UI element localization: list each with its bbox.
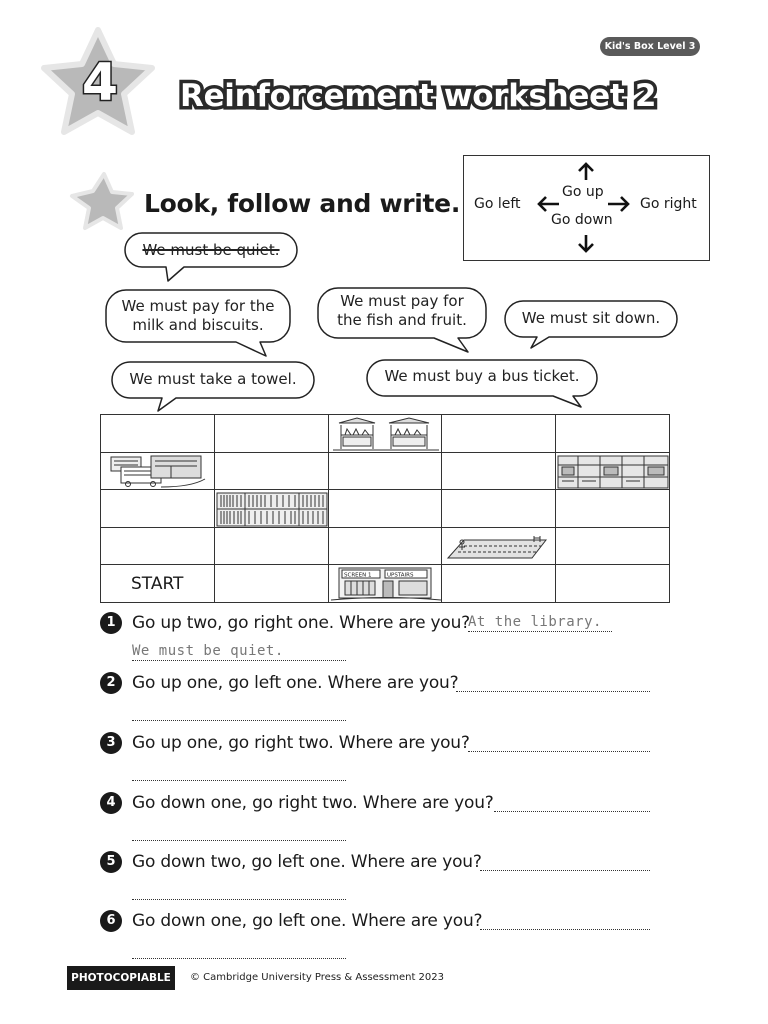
- activity-instruction: Look, follow and write.: [144, 189, 461, 218]
- question-text: Go up one, go left one. Where are you?: [132, 673, 459, 693]
- question-number: 1: [100, 612, 122, 634]
- bubble-text: We must be quiet.: [142, 241, 280, 259]
- answer-line[interactable]: [132, 719, 346, 721]
- speech-bubble-fish: [316, 285, 488, 355]
- question-number: 5: [100, 851, 122, 873]
- bubble-text: We must buy a bus ticket.: [384, 367, 580, 385]
- map-grid: [100, 414, 670, 603]
- question-number: 2: [100, 672, 122, 694]
- go-down-label: Go down: [551, 212, 613, 228]
- go-right-label: Go right: [640, 196, 697, 212]
- answer-line[interactable]: [480, 928, 650, 930]
- question-text: Go down one, go right two. Where are you?: [132, 793, 494, 813]
- answer-line[interactable]: [468, 750, 650, 752]
- cinema-sign-screen: SCREEN 1: [343, 572, 372, 579]
- answer-line[interactable]: [494, 810, 650, 812]
- grid-cell: [101, 490, 215, 528]
- answer-line[interactable]: [132, 898, 346, 900]
- level-badge: Kid's Box Level 3: [600, 37, 700, 56]
- activity-star-icon: [68, 170, 136, 234]
- grid-cell-cinema: [328, 565, 442, 603]
- grid-cell: [442, 490, 556, 528]
- grid-cell: [214, 452, 328, 490]
- grid-cell-library: [214, 490, 328, 528]
- question-text: Go down two, go left one. Where are you?: [132, 852, 482, 872]
- start-label: START: [131, 573, 184, 594]
- direction-key: [463, 155, 710, 261]
- answer-rule: We must be quiet.: [132, 643, 284, 659]
- bubble-text: We must sit down.: [521, 309, 661, 327]
- copyright-notice: © Cambridge University Press & Assessment 2023: [190, 972, 445, 983]
- grid-cell: [442, 452, 556, 490]
- swimming-pool-icon: [442, 528, 556, 566]
- arrow-up-icon: [576, 161, 596, 181]
- grid-cell: [214, 527, 328, 565]
- grid-cell: [101, 527, 215, 565]
- question-text: Go up two, go right one. Where are you?: [132, 613, 470, 633]
- arrow-left-icon: [536, 194, 560, 214]
- question-number: 3: [100, 732, 122, 754]
- cinema-sign-upstairs: UPSTAIRS: [386, 572, 414, 579]
- speech-bubble-bus: [365, 357, 599, 409]
- bubble-text: We must pay for the fish and fruit.: [337, 292, 467, 329]
- grid-cell-market: [328, 415, 442, 453]
- grid-cell: [214, 415, 328, 453]
- grid-cell-supermarket: [556, 452, 670, 490]
- grid-cell: [214, 565, 328, 603]
- question-text: Go down one, go left one. Where are you?: [132, 911, 483, 931]
- library-icon: [215, 490, 329, 528]
- supermarket-icon: [556, 453, 670, 491]
- grid-cell: [328, 452, 442, 490]
- page-title: Reinforcement worksheet 2: [180, 78, 657, 114]
- question-text: Go up one, go right two. Where are you?: [132, 733, 470, 753]
- question-number: 6: [100, 910, 122, 932]
- question-4: [100, 790, 660, 842]
- bubble-text: We must take a towel.: [129, 370, 297, 388]
- grid-cell-start: [101, 565, 215, 603]
- market-stalls-icon: [329, 415, 443, 453]
- go-left-label: Go left: [474, 196, 521, 212]
- photocopiable-badge: PHOTOCOPIABLE: [67, 966, 175, 990]
- bubble-text: We must pay for the milk and biscuits.: [121, 297, 275, 334]
- question-6: [100, 908, 660, 960]
- answer-line[interactable]: [468, 630, 612, 632]
- speech-bubble-sit: [503, 298, 679, 350]
- grid-cell: [556, 527, 670, 565]
- grid-cell: [556, 565, 670, 603]
- answer-place: At the library.: [468, 614, 602, 630]
- question-1: [100, 610, 660, 660]
- grid-cell: [328, 527, 442, 565]
- unit-number: 4: [81, 53, 119, 113]
- speech-bubble-quiet: [122, 230, 300, 284]
- grid-cell: [328, 490, 442, 528]
- answer-line[interactable]: [132, 779, 346, 781]
- grid-cell: [101, 415, 215, 453]
- arrow-down-icon: [576, 234, 596, 254]
- grid-cell: [442, 565, 556, 603]
- grid-cell: [556, 490, 670, 528]
- answer-line[interactable]: [480, 869, 650, 871]
- question-5: [100, 849, 660, 901]
- cinema-icon: [329, 565, 443, 603]
- grid-cell-bus-station: [101, 452, 215, 490]
- bus-station-icon: [101, 453, 215, 491]
- speech-bubble-milk: [104, 287, 292, 359]
- question-number: 4: [100, 792, 122, 814]
- arrow-right-icon: [607, 194, 631, 214]
- grid-cell: [556, 415, 670, 453]
- question-3: [100, 730, 660, 782]
- answer-line[interactable]: [132, 839, 346, 841]
- answer-line[interactable]: [132, 957, 346, 959]
- grid-cell: [442, 415, 556, 453]
- answer-line[interactable]: [456, 690, 650, 692]
- speech-bubble-towel: [110, 359, 316, 413]
- answer-line[interactable]: [132, 659, 346, 661]
- question-2: [100, 670, 660, 722]
- grid-cell-pool: [442, 527, 556, 565]
- go-up-label: Go up: [562, 184, 604, 200]
